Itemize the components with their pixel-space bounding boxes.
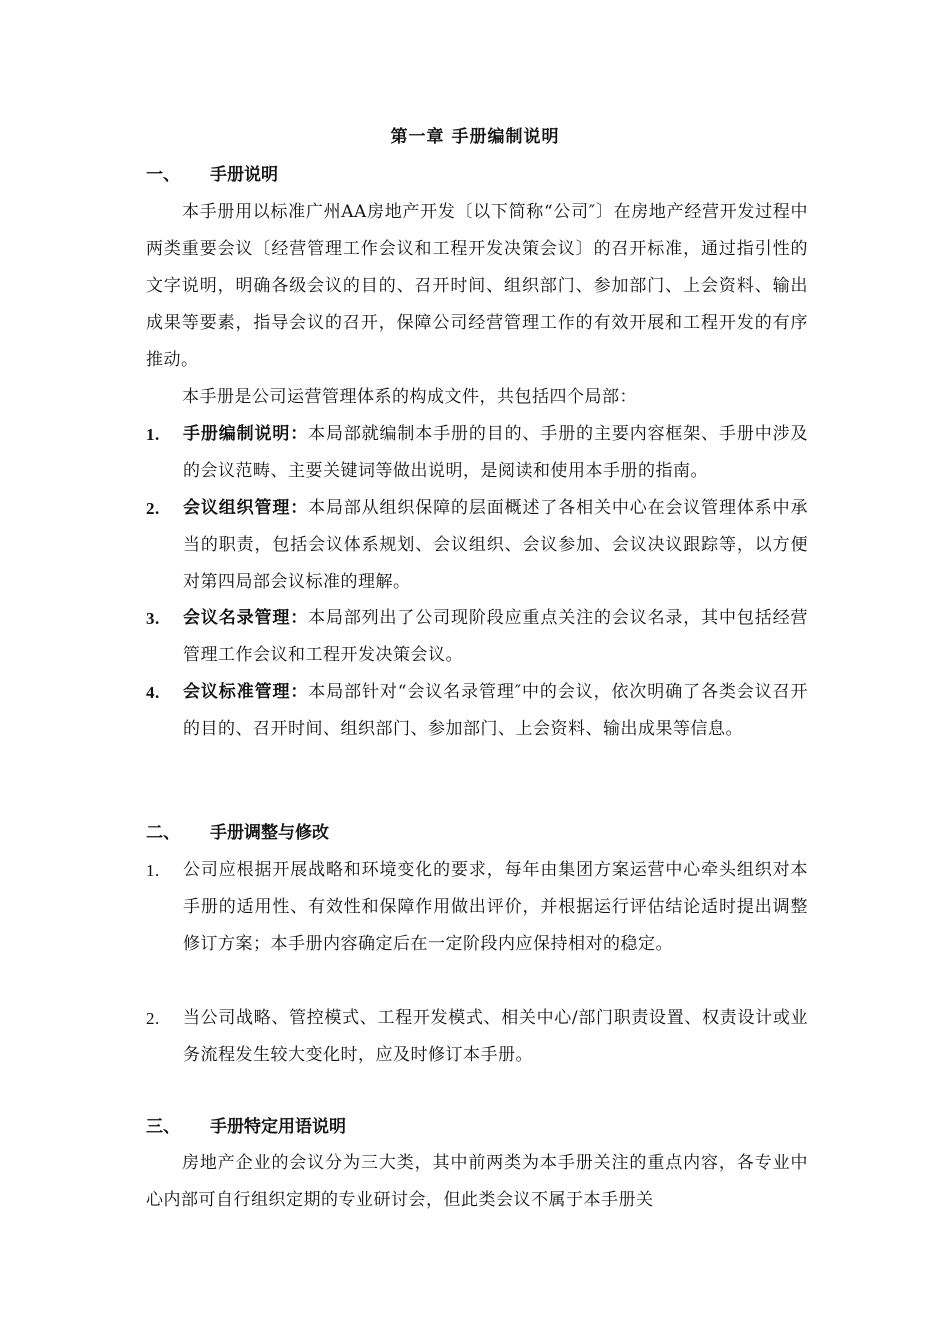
list-number: 1. (146, 861, 160, 880)
list-text: 当公司战略、管控模式、工程开发模式、相关中心/部门职责设置、权责设计或业务流程发生较大变化时，应及时修订本手册。 (183, 1008, 808, 1065)
section-title: 手册说明 (210, 165, 278, 185)
list-item (146, 852, 808, 963)
list-text: 公司应根据开展战略和环境变化的要求，每年由集团方案运营中心牵头组织对本手册的适用性、有效性和保障作用做出评价，并根据运行评估结论适时提出调整修订方案；本手册内容确定后在一定阶段内应保持相对的稳定。 (183, 860, 808, 954)
list-number: 3. (146, 609, 160, 628)
paragraph: 本手册是公司运营管理体系的构成文件，共包括四个局部： (182, 387, 637, 407)
list-term: 会议名录管理： (183, 608, 309, 628)
list-term: 会议标准管理： (183, 682, 309, 702)
list-item (146, 490, 808, 601)
paragraph: 本手册用以标准广州AA房地产开发〔以下简称“公司″〕在房地产经营开发过程中两类重要会议〔经营管理工作会议和工程开发决策会议〕的召开标准，通过指引性的文字说明，明确各级会议的目的、召开时间、组织部门、参加部门、上会资料、输出成果等要素，指导会议的召开，保障公司经营管理工作的有效开展和工程开发的有序推动。 (146, 202, 808, 370)
section-title: 手册特定用语说明 (210, 1117, 346, 1137)
list-text: 本局部列出了公司现阶段应重点关注的会议名录，其中包括经营管理工作会议和工程开发决策会议。 (183, 608, 809, 665)
list-number: 4. (146, 683, 160, 702)
list-number: 1. (146, 425, 160, 444)
list-term: 手册编制说明： (183, 424, 309, 444)
section-heading-3 (146, 1114, 346, 1140)
list-item (146, 416, 808, 490)
list-number: 2. (146, 1009, 160, 1028)
list-item (146, 600, 808, 674)
list-text: 本局部就编制本手册的目的、手册的主要内容框架、手册中涉及的会议范畴、主要关键词等做出说明，是阅读和使用本手册的指南。 (183, 424, 809, 481)
section-number: 一、 (146, 165, 180, 185)
section-number: 二、 (146, 823, 180, 843)
section-number: 三、 (146, 1117, 180, 1137)
list-text: 本局部针对“会议名录管理″中的会议，依次明确了各类会议召开的目的、召开时间、组织部门、参加部门、上会资料、输出成果等信息。 (183, 682, 808, 739)
chapter-title: 第一章 手册编制说明 (390, 127, 560, 147)
list-term: 会议组织管理： (183, 498, 309, 518)
list-text: 本局部从组织保障的层面概述了各相关中心在会议管理体系中承当的职责，包括会议体系规划、会议组织、会议参加、会议决议跟踪等，以方便对第四局部会议标准的理解。 (183, 498, 809, 592)
list-item (146, 1000, 808, 1074)
list-item (146, 674, 808, 748)
list-number: 2. (146, 499, 160, 518)
section-heading-2 (146, 820, 329, 846)
paragraph: 房地产企业的会议分为三大类，其中前两类为本手册关注的重点内容，各专业中心内部可自行组织定期的专业研讨会，但此类会议不属于本手册关 (146, 1153, 808, 1210)
section-title: 手册调整与修改 (210, 823, 329, 843)
section-heading-1 (146, 162, 278, 188)
